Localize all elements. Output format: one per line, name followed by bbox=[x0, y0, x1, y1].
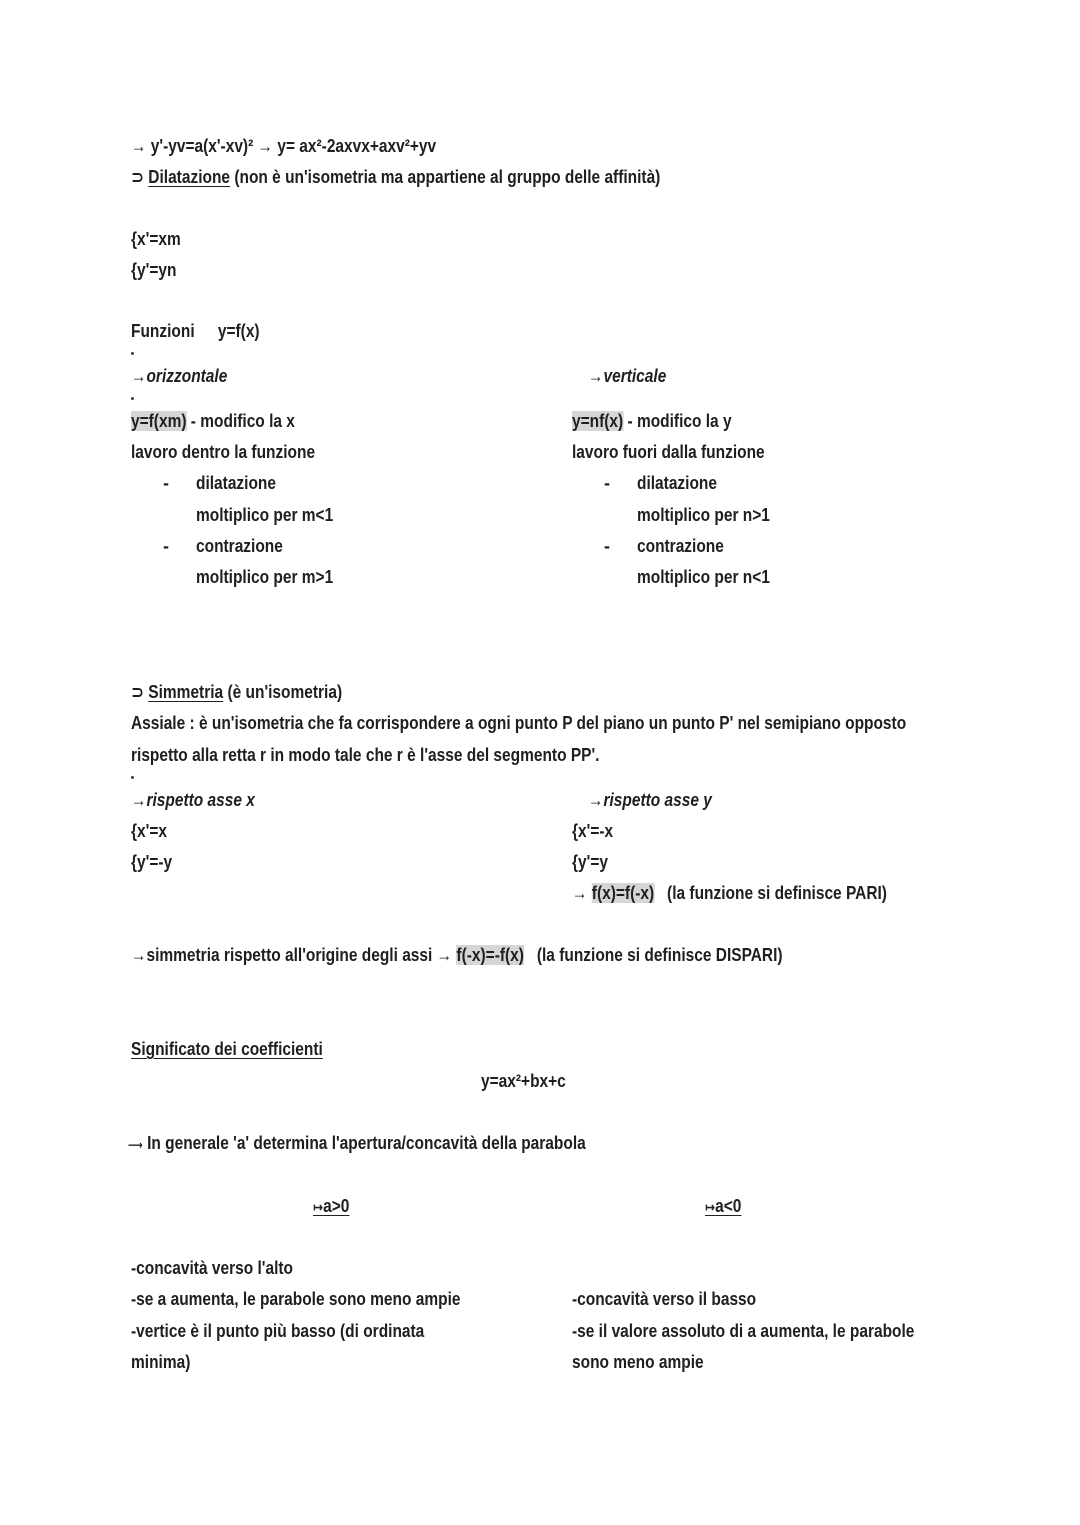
asse-y-system-y: {y'=y bbox=[572, 852, 608, 872]
arrow-icon: ⟶ bbox=[128, 1138, 143, 1152]
orizzontale-item: moltiplico per m>1 bbox=[196, 567, 334, 587]
verticale-line2: lavoro fuori dalla funzione bbox=[572, 442, 765, 462]
list-dash: - bbox=[163, 473, 169, 493]
expanded-equation: y= ax²-2axvx+axv²+yv bbox=[277, 136, 437, 156]
funzioni-line bbox=[131, 320, 260, 342]
list-dash: - bbox=[604, 473, 610, 493]
verticale-formula: y=nf(x) bbox=[572, 411, 624, 431]
pari-formula: f(x)=f(-x) bbox=[591, 883, 655, 903]
asse-y-header: →rispetto asse y bbox=[588, 790, 712, 810]
a-negative-label bbox=[705, 1195, 741, 1218]
funzioni-formula: y=f(x) bbox=[217, 321, 260, 341]
orizzontale-formula-note: - modifico la x bbox=[190, 411, 295, 431]
positive-item: -concavità verso l'alto bbox=[131, 1258, 293, 1278]
coefficienti-title: Significato dei coefficienti bbox=[131, 1039, 323, 1059]
bullet-icon: ⊃ bbox=[131, 167, 144, 187]
mapsto-icon: ↦ bbox=[313, 1199, 324, 1215]
simmetria-title: Simmetria bbox=[148, 682, 224, 702]
dot-mark bbox=[131, 352, 134, 355]
funzioni-label: Funzioni bbox=[131, 321, 195, 341]
dilatazione-title: Dilatazione bbox=[148, 167, 231, 187]
verticale-item: moltiplico per n>1 bbox=[637, 505, 770, 525]
orizzontale-formula: y=f(xm) bbox=[131, 411, 187, 431]
translated-equation: y'-yv=a(x'-xv)² bbox=[150, 136, 254, 156]
verticale-item: contrazione bbox=[637, 536, 724, 556]
positive-item: -vertice è il punto più basso (di ordinata bbox=[131, 1321, 425, 1341]
pari-line bbox=[572, 882, 887, 904]
origine-line bbox=[131, 944, 783, 966]
a-positive-text: a>0 bbox=[323, 1196, 350, 1216]
asse-x-system-x: {x'=x bbox=[131, 821, 167, 841]
arrow-icon: → bbox=[257, 136, 274, 156]
assiale-definition-line1: Assiale : è un'isometria che fa corrispondere a ogni punto P del piano un punto P' nel semipiano opposto bbox=[131, 713, 907, 733]
a-negative-text: a<0 bbox=[715, 1196, 742, 1216]
mapsto-icon: ↦ bbox=[705, 1199, 716, 1215]
dot-mark bbox=[131, 397, 134, 400]
general-line bbox=[128, 1132, 586, 1156]
general-text: In generale 'a' determina l'apertura/concavità della parabola bbox=[147, 1133, 586, 1153]
arrow-icon: → bbox=[131, 136, 147, 156]
orizzontale-header: →orizzontale bbox=[131, 366, 228, 386]
arrow-icon: → bbox=[572, 883, 588, 903]
orizzontale-formula-line bbox=[131, 410, 295, 432]
verticale-formula-note: - modifico la y bbox=[627, 411, 732, 431]
orizzontale-item: dilatazione bbox=[196, 473, 276, 493]
simmetria-heading bbox=[131, 681, 342, 703]
positive-item: -se a aumenta, le parabole sono meno ampie bbox=[131, 1289, 461, 1309]
list-dash: - bbox=[163, 536, 169, 556]
list-dash: - bbox=[604, 536, 610, 556]
dispari-note: (la funzione si definisce DISPARI) bbox=[536, 945, 783, 965]
assiale-definition-line2: rispetto alla retta r in modo tale che r è l'asse del segmento PP'. bbox=[131, 745, 600, 765]
orizzontale-line2: lavoro dentro la funzione bbox=[131, 442, 316, 462]
dispari-formula: f(-x)=-f(x) bbox=[456, 945, 524, 965]
verticale-header: →verticale bbox=[588, 366, 667, 386]
positive-item: minima) bbox=[131, 1352, 191, 1372]
asse-x-system-y: {y'=-y bbox=[131, 852, 173, 872]
negative-item: -se il valore assoluto di a aumenta, le parabole bbox=[572, 1321, 915, 1341]
parabola-equation: y=ax²+bx+c bbox=[481, 1071, 566, 1091]
verticale-item: moltiplico per n<1 bbox=[637, 567, 770, 587]
bullet-icon: ⊃ bbox=[131, 682, 144, 702]
origine-text: →simmetria rispetto all'origine degli assi → bbox=[131, 945, 453, 965]
dilatazione-heading bbox=[131, 166, 660, 188]
a-positive-label bbox=[313, 1195, 349, 1218]
dilatazione-system-x: {x'=xm bbox=[131, 229, 181, 249]
simmetria-note: (è un'isometria) bbox=[227, 682, 343, 702]
dilatazione-note: (non è un'isometria ma appartiene al gruppo delle affinità) bbox=[234, 167, 661, 187]
verticale-item: dilatazione bbox=[637, 473, 717, 493]
dot-mark bbox=[131, 776, 134, 779]
asse-x-header: →rispetto asse x bbox=[131, 790, 255, 810]
pari-note: (la funzione si definisce PARI) bbox=[667, 883, 887, 903]
vertex-equation-line bbox=[131, 135, 436, 157]
asse-y-system-x: {x'=-x bbox=[572, 821, 614, 841]
verticale-formula-line bbox=[572, 410, 732, 432]
orizzontale-item: contrazione bbox=[196, 536, 283, 556]
negative-item: sono meno ampie bbox=[572, 1352, 704, 1372]
orizzontale-item: moltiplico per m<1 bbox=[196, 505, 334, 525]
dilatazione-system-y: {y'=yn bbox=[131, 260, 177, 280]
negative-item: -concavità verso il basso bbox=[572, 1289, 757, 1309]
